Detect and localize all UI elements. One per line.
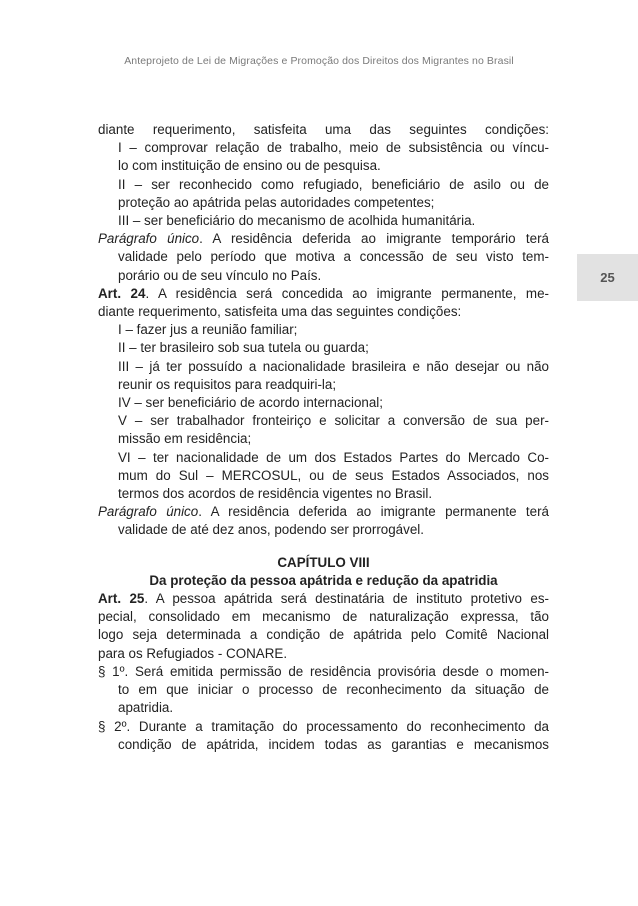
paragraph-label: Parágrafo único xyxy=(98,504,199,520)
text-line: § 1º. Será emitida permissão de residência provisória desde o momen- xyxy=(98,663,549,679)
text-line: III – já ter possuído a nacionalidade brasileira e não desejar ou não xyxy=(118,358,549,374)
paragraph-text: . A residência deferida ao imigrante temporário terá xyxy=(199,231,549,247)
text-line: I – fazer jus a reunião familiar; xyxy=(118,322,298,338)
text-line: para os Refugiados - CONARE. xyxy=(98,645,288,661)
article-label: Art. 24 xyxy=(98,285,146,301)
text-line: condição de apátrida, incidem todas as garantias e mecanismos xyxy=(118,736,549,752)
text-line: missão em residência; xyxy=(118,431,252,447)
article-text: . A pessoa apátrida será destinatária de instituto protetivo es- xyxy=(144,591,549,607)
paragraph-unico-line xyxy=(98,503,549,521)
text-line: termos dos acordos de residência vigentes no Brasil. xyxy=(118,486,433,502)
text-line: VI – ter nacionalidade de um dos Estados Partes do Mercado Co- xyxy=(118,449,549,465)
text-line: IV – ser beneficiário de acordo internacional; xyxy=(118,395,383,411)
text-line: porário ou de seu vínculo no País. xyxy=(118,267,322,283)
chapter-title: CAPÍTULO VIII xyxy=(277,554,370,570)
article-24-line xyxy=(98,285,549,303)
text-line: logo seja determinada a condição de apátrida pelo Comitê Nacional xyxy=(98,627,549,643)
text-line: I – comprovar relação de trabalho, meio de subsistência ou víncu- xyxy=(118,140,549,156)
text-line: reunir os requisitos para readquiri-la; xyxy=(118,376,337,392)
text-line: II – ter brasileiro sob sua tutela ou guarda; xyxy=(118,340,369,356)
paragraph-text: . A residência deferida ao imigrante permanente terá xyxy=(198,504,549,520)
article-text: . A residência será concedida ao imigrante permanente, me- xyxy=(145,285,549,301)
text-line: validade pelo período que motiva a concessão de seu visto tem- xyxy=(118,249,549,265)
text-line: to em que iniciar o processo de reconhecimento da situação de xyxy=(118,682,549,698)
text-line: V – ser trabalhador fronteiriço e solicitar a conversão de sua per- xyxy=(118,413,549,429)
text-line: III – ser beneficiário do mecanismo de acolhida humanitária. xyxy=(118,213,476,229)
text-line: diante requerimento, satisfeita uma das seguintes condições: xyxy=(98,304,462,320)
text-line: lo com instituição de ensino ou de pesquisa. xyxy=(118,158,381,174)
text-line: apatridia. xyxy=(118,700,174,716)
text-line: II – ser reconhecido como refugiado, beneficiário de asilo ou de xyxy=(118,176,549,192)
running-header: Anteprojeto de Lei de Migrações e Promoção dos Direitos dos Migrantes no Brasil xyxy=(124,55,514,67)
paragraph-unico-line xyxy=(98,230,549,248)
article-label: Art. 25 xyxy=(98,591,145,607)
chapter-subtitle: Da proteção da pessoa apátrida e redução da apatridia xyxy=(149,572,498,588)
page-number-tab: 25 xyxy=(577,254,638,301)
text-line: validade de até dez anos, podendo ser prorrogável. xyxy=(118,522,424,538)
article-25-line xyxy=(98,590,549,608)
text-line: mum do Sul – MERCOSUL, ou de seus Estados Associados, nos xyxy=(118,467,549,483)
text-line: § 2º. Durante a tramitação do processamento do reconhecimento da xyxy=(98,718,549,734)
document-body xyxy=(98,121,549,754)
text-line: proteção ao apátrida pelas autoridades competentes; xyxy=(118,194,435,210)
text-line: pecial, consolidado em mecanismo de naturalização expressa, tão xyxy=(98,609,549,625)
paragraph-label: Parágrafo único xyxy=(98,231,200,247)
text-line: diante requerimento, satisfeita uma das seguintes condições: xyxy=(98,122,549,137)
